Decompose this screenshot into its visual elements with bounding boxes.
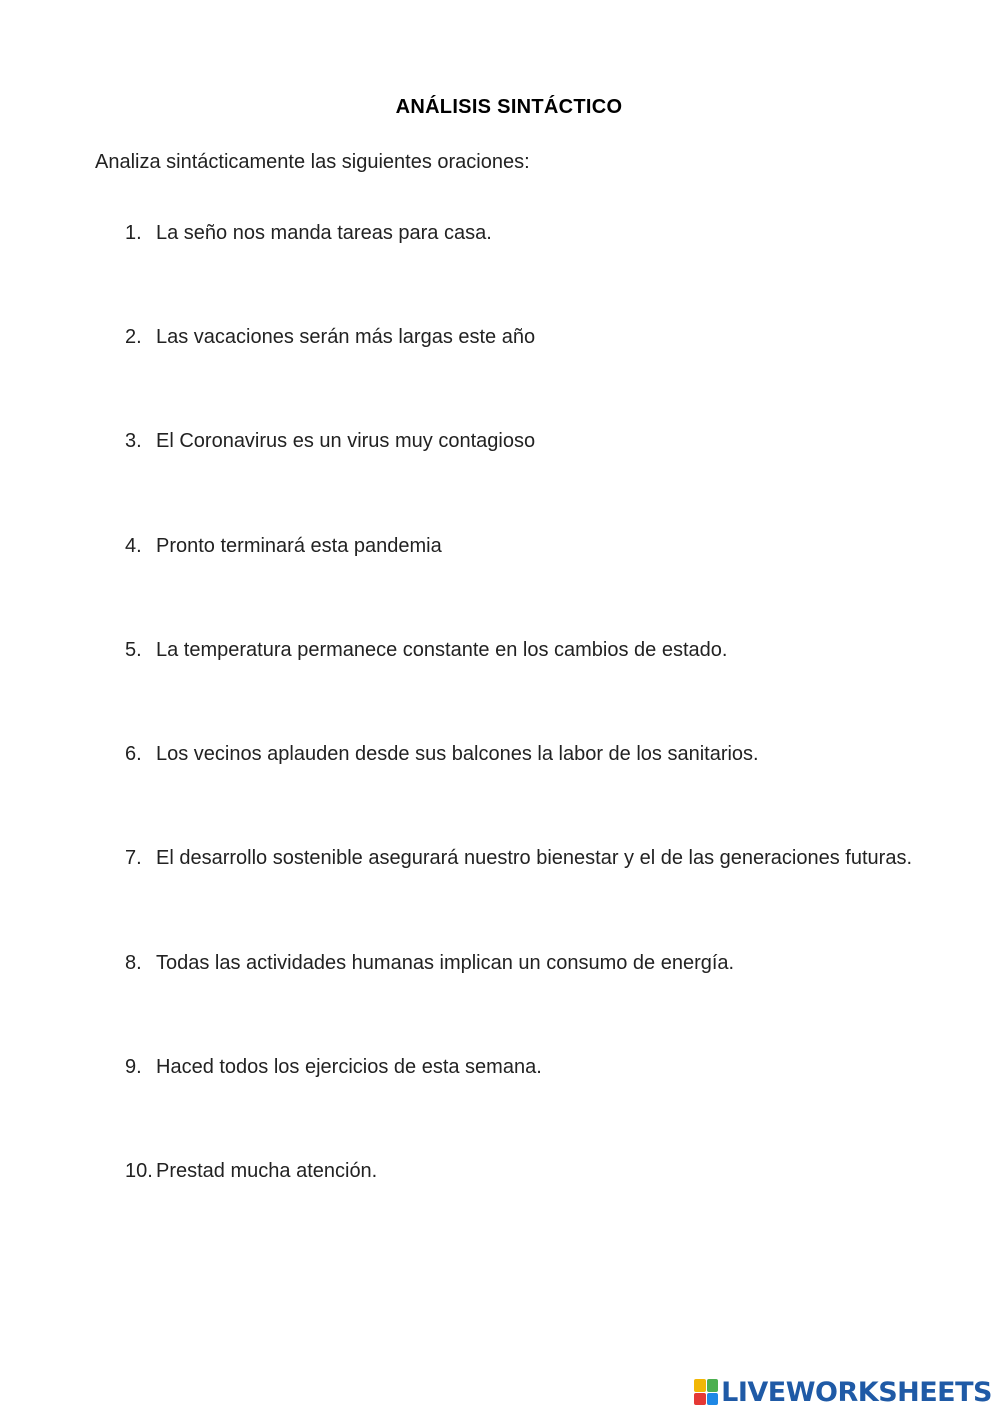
item-number: 8. — [125, 952, 142, 974]
liveworksheets-logo-icon — [694, 1379, 718, 1405]
page-title: ANÁLISIS SINTÁCTICO — [395, 96, 623, 118]
item-text: El desarrollo sostenible asegurará nuestro bienestar y el de las generaciones futuras. — [156, 847, 912, 869]
instructions-text: Analiza sintácticamente las siguientes oraciones: — [95, 151, 530, 173]
item-text: El Coronavirus es un virus muy contagioso — [156, 430, 536, 452]
item-text: Pronto terminará esta pandemia — [156, 535, 442, 557]
logo-square — [707, 1379, 719, 1392]
item-number: 1. — [125, 222, 142, 244]
item-number: 10. — [125, 1160, 153, 1182]
item-text: Prestad mucha atención. — [156, 1160, 378, 1182]
item-number: 6. — [125, 743, 142, 765]
item-number: 4. — [125, 535, 142, 557]
item-text: La temperatura permanece constante en los cambios de estado. — [156, 639, 728, 661]
item-text: Haced todos los ejercicios de esta semana. — [156, 1056, 542, 1078]
logo-square — [694, 1379, 706, 1392]
item-number: 9. — [125, 1056, 142, 1078]
item-text: Las vacaciones serán más largas este año — [156, 326, 536, 348]
logo-square — [707, 1393, 719, 1406]
item-text: Todas las actividades humanas implican un consumo de energía. — [156, 952, 735, 974]
item-text: Los vecinos aplauden desde sus balcones la labor de los sanitarios. — [156, 743, 759, 765]
item-number: 7. — [125, 847, 142, 869]
item-number: 3. — [125, 430, 142, 452]
watermark-text: LIVEWORKSHEETS — [721, 1376, 992, 1408]
logo-square — [694, 1393, 706, 1406]
item-text: La seño nos manda tareas para casa. — [156, 222, 492, 244]
item-number: 2. — [125, 326, 142, 348]
liveworksheets-watermark — [694, 1375, 992, 1409]
item-number: 5. — [125, 639, 142, 661]
